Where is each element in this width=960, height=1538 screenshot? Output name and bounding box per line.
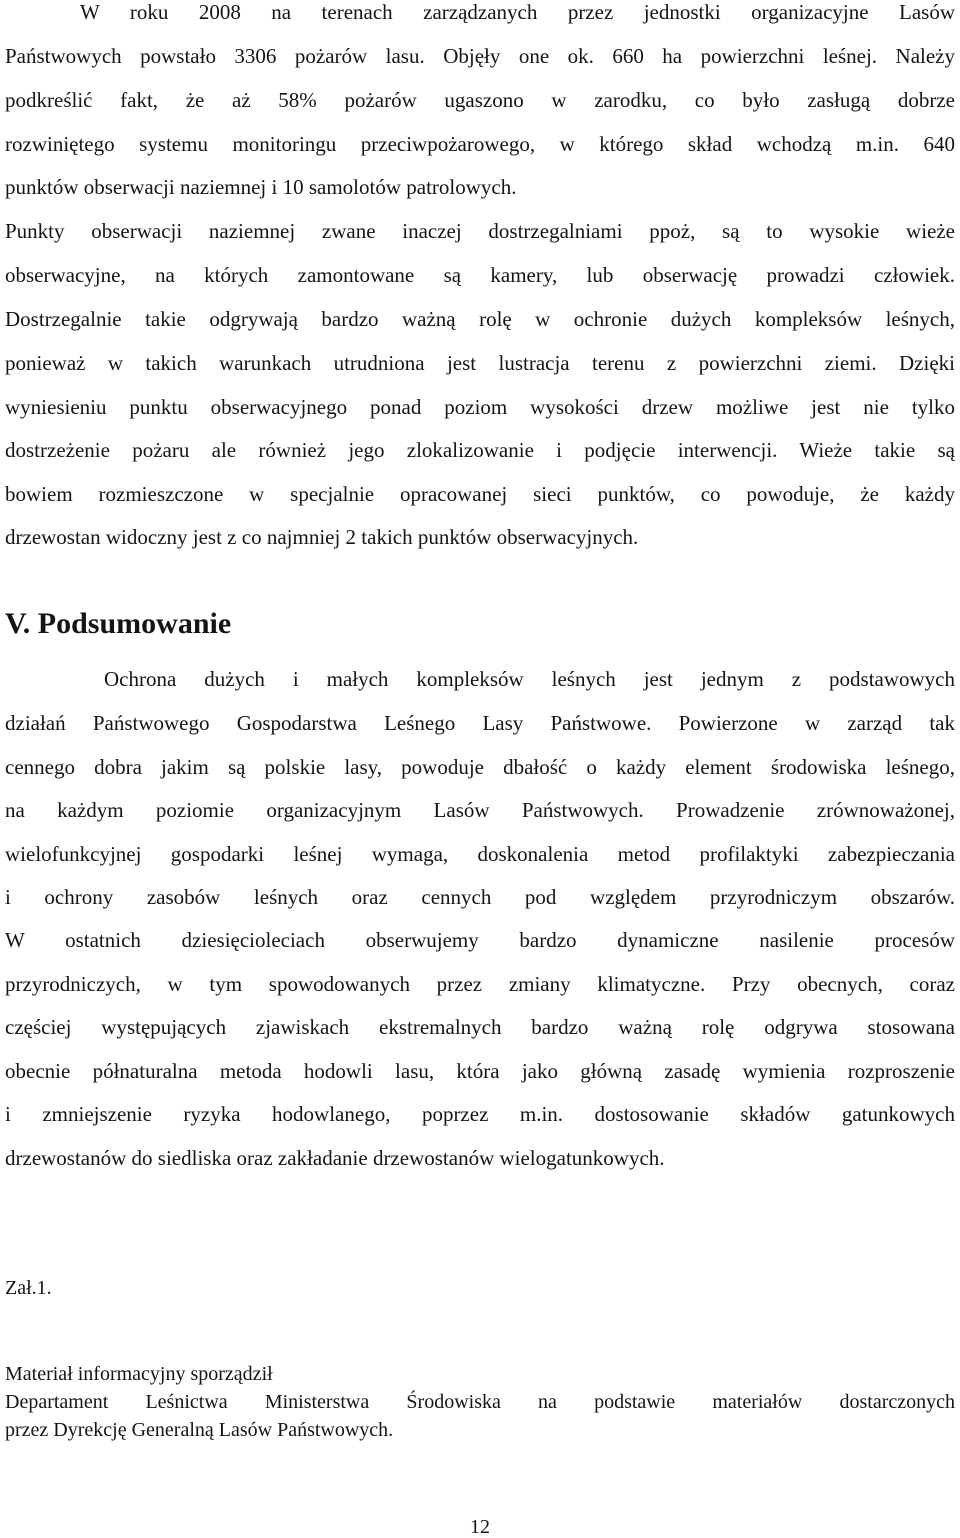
paragraph-line: obserwacyjne, na których zamontowane są kamery, lub obserwację prowadzi człowiek.	[5, 263, 955, 287]
paragraph-line: W roku 2008 na terenach zarządzanych przez jednostki organizacyjne Lasów	[80, 0, 955, 24]
source-line: przez Dyrekcję Generalną Lasów Państwowych.	[5, 1419, 394, 1441]
page-number: 12	[470, 1516, 490, 1538]
paragraph-line: W ostatnich dziesięcioleciach obserwujemy bardzo dynamiczne nasilenie procesów	[5, 928, 955, 952]
paragraph-line: drzewostan widoczny jest z co najmniej 2 takich punktów obserwacyjnych.	[5, 525, 639, 549]
paragraph-line: Punkty obserwacji naziemnej zwane inaczej dostrzegalniami ppoż, są to wysokie wieże	[5, 219, 955, 243]
attachment-label: Zał.1.	[5, 1277, 52, 1299]
paragraph-line: wielofunkcyjnej gospodarki leśnej wymaga, doskonalenia metod profilaktyki zabezpieczania	[5, 842, 955, 866]
paragraph-line: cennego dobra jakim są polskie lasy, powoduje dbałość o każdy element środowiska leśnego,	[5, 755, 955, 779]
paragraph-line: częściej występujących zjawiskach ekstremalnych bardzo ważną rolę odgrywa stosowana	[5, 1015, 955, 1039]
paragraph-line: działań Państwowego Gospodarstwa Leśnego Lasy Państwowe. Powierzone w zarząd tak	[5, 711, 955, 735]
paragraph-line: obecnie półnaturalna metoda hodowli lasu, która jako główną zasadę wymienia rozproszenie	[5, 1059, 955, 1083]
paragraph-line: dostrzeżenie pożaru ale również jego zlokalizowanie i podjęcie interwencji. Wieże takie są	[5, 438, 955, 462]
paragraph-line: ponieważ w takich warunkach utrudniona jest lustracja terenu z powierzchni ziemi. Dzięki	[5, 351, 955, 375]
paragraph-line: podkreślić fakt, że aż 58% pożarów ugaszono w zarodku, co było zasługą dobrze	[5, 88, 955, 112]
paragraph-line: drzewostanów do siedliska oraz zakładanie drzewostanów wielogatunkowych.	[5, 1146, 665, 1170]
paragraph-line: na każdym poziomie organizacyjnym Lasów Państwowych. Prowadzenie zrównoważonej,	[5, 798, 955, 822]
paragraph-line: Dostrzegalnie takie odgrywają bardzo ważną rolę w ochronie dużych kompleksów leśnych,	[5, 307, 955, 331]
paragraph-line: Ochrona dużych i małych kompleksów leśnych jest jednym z podstawowych	[104, 667, 955, 691]
paragraph-line: wyniesieniu punktu obserwacyjnego ponad poziom wysokości drzew możliwe jest nie tylko	[5, 395, 955, 419]
paragraph-line: bowiem rozmieszczone w specjalnie opracowanej sieci punktów, co powoduje, że każdy	[5, 482, 955, 506]
section-heading: V. Podsumowanie	[5, 607, 232, 640]
source-line: Departament Leśnictwa Ministerstwa Środowiska na podstawie materiałów dostarczonych	[5, 1391, 955, 1413]
paragraph-line: rozwiniętego systemu monitoringu przeciwpożarowego, w którego skład wchodzą m.in. 640	[5, 132, 955, 156]
paragraph-line: i zmniejszenie ryzyka hodowlanego, poprzez m.in. dostosowanie składów gatunkowych	[5, 1102, 955, 1126]
paragraph-line: przyrodniczych, w tym spowodowanych przez zmiany klimatyczne. Przy obecnych, coraz	[5, 972, 955, 996]
paragraph-line: i ochrony zasobów leśnych oraz cennych pod względem przyrodniczym obszarów.	[5, 885, 955, 909]
source-line: Materiał informacyjny sporządził	[5, 1363, 273, 1385]
paragraph-line: punktów obserwacji naziemnej i 10 samolotów patrolowych.	[5, 175, 517, 199]
paragraph-line: Państwowych powstało 3306 pożarów lasu. Objęły one ok. 660 ha powierzchni leśnej. Należy	[5, 44, 955, 68]
